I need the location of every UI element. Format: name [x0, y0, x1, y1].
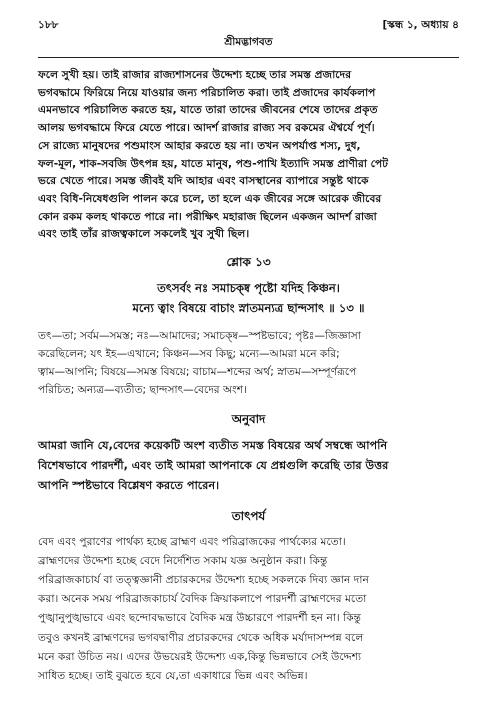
translation-line: আপনি স্পষ্টভাবে বিশ্লেষণ করতে পারেন। [38, 479, 220, 493]
synonym-line: পরিচিত; অন্যত্র—ব্যতীত; ছান্দসাৎ—বেদের অংশ। [38, 384, 247, 397]
text-line: ভগবদ্ধামে ফিরিয়ে নিয়ে যাওয়ার জন্য পরিচালিত করা। তাই প্রজাদের কার্যকলাপ [38, 85, 376, 99]
translation-heading: অনুবাদ [231, 412, 266, 427]
book-title: শ্রীমদ্ভাগবত [224, 36, 273, 48]
intro-paragraph [38, 66, 459, 243]
text-line: এবং বিধি-নিষেধগুলি পালন করে চলে, তা হলে এক জীবের সঙ্গে আরেক জীবের [38, 191, 382, 205]
header-divider [38, 57, 459, 58]
purport-line: ব্রাহ্মণদের উদ্দেশ্য হচ্ছে বেদে নির্দেশিত সকাম যজ্ঞ অনুষ্ঠান করা। কিন্তু [38, 554, 328, 568]
purport-line: তবুও কখনই ব্রাহ্মণদের ভগবদ্বাণীর প্রচারকদের থেকে অধিক মর্যাদাসম্পন্ন বলে [38, 630, 364, 644]
purport-line: মনে করা উচিত নয়। এদের উভয়েরই উদ্দেশ্য এক,কিন্তু ভিন্নভাবে সেই উদ্দেশ্য [38, 649, 362, 663]
text-line: ভরে খেতে পারে। সমস্ত জীবই যদি আহার এবং বাসস্থানের ব্যাপারে সন্তুষ্ট থাকে [38, 174, 369, 188]
purport-line: সাধিত হচ্ছে। তাই বুঝতে হবে যে,তা একাধারে ভিন্ন এবং অভিন্ন। [38, 668, 308, 682]
synonym-line: তৎ—তা; সর্বম—সমস্ত; নঃ—আমাদের; সমাচক্ষ্ব—স্পষ্টভাবে; পৃষ্টঃ—জিজ্ঞাসা [38, 330, 361, 343]
verse-heading: শ্লোক ১৩ [226, 255, 271, 270]
purport-heading: তাৎপর্য [231, 509, 266, 524]
book-title-row [38, 35, 459, 52]
purport-line: পরিব্রাজকাচার্য বা তত্ত্বজ্ঞানী প্রচারকদের উদ্দেশ্য হচ্ছে সকলকে দিব্য জ্ঞান দান [38, 573, 369, 587]
purport-line: বেদ এবং পুরাণের পার্থক্য হচ্ছে ব্রাহ্মণ এবং পরিব্রাজকের পার্থক্যের মতো। [38, 535, 346, 549]
purport-line: পুঙ্খানুপুঙ্খভাবে এবং ছন্দোবদ্ধভাবে বৈদিক মন্ত্র উচ্চারণে পারদর্শী হন না। কিন্তু [38, 611, 362, 625]
text-line: সে রাজ্যে মানুষদের পশুমাংস আহার করতে হয় না। তখন অপর্যাপ্ত শস্য, দুধ, [38, 138, 361, 152]
text-line: কোন রকম কলহ থাকতে পারে না। পরীক্ষিৎ মহারাজ ছিলেন একজন আদর্শ রাজা [38, 209, 377, 223]
text-line: ফলে সুখী হয়। তাই রাজার রাজ্যশাসনের উদ্দেশ্য হচ্ছে তার সমস্ত প্রজাদের [38, 68, 352, 81]
text-line: ফল-মূল, শাক-সবজি উৎপন্ন হয়, যাতে মানুষ, পশু-পাখি ইত্যাদি সমস্ত প্রাণীরা পেট [38, 156, 389, 170]
verse-line: তৎসর্বং নঃ সমাচক্ষ্ব পৃষ্টো যদিহ কিঞ্চন। [157, 281, 340, 296]
translation-text [38, 436, 459, 496]
synonym-line: ত্বাম—আপনি; বিষয়ে—সমস্ত বিষয়ে; বাচাম—শব্দের অর্থ; স্নাতম—সম্পূর্ণরূপে [38, 366, 357, 379]
page-number: ১৮৮ [38, 19, 59, 31]
chapter-reference: [স্কন্ধ ১, অধ্যায় ৪ [382, 19, 459, 31]
sanskrit-verse [38, 278, 459, 318]
translation-line: বিশেষভাবে পারদর্শী, এবং তাই আমরা আপনাকে যে প্রশ্নগুলি করেছি তার উত্তর [38, 459, 389, 473]
word-synonyms [38, 327, 459, 399]
running-header [38, 18, 459, 35]
purport-line: করা। অনেক সময় পরিব্রাজকাচার্য বৈদিক ক্রিয়াকলাপে পারদর্শী ব্রাহ্মণদের মতো [38, 592, 367, 606]
text-line: এমনভাবে পরিচালিত করতে হয়, যাতে তারা তাদের জীবনের শেষে তাদের প্রকৃত [38, 103, 378, 117]
text-line: এবং তাই তাঁর রাজত্বকালে সকলেই খুব সুখী ছিল। [38, 227, 250, 241]
translation-line: আমরা জানি যে,বেদের কয়েকটি অংশ ব্যতীত সমস্ত বিষয়ের অর্থ সম্বন্ধে আপনি [38, 439, 388, 453]
verse-line: মন্যে ত্বাং বিষয়ে বাচাং স্নাতমন্যত্র ছান্দসাৎ ॥ ১৩ ॥ [132, 301, 365, 316]
text-line: আলয় ভগবদ্ধামে ফিরে যেতে পারে। আদর্শ রাজার রাজ্য সব রকমের ঐশ্বর্যে পূর্ণ। [38, 121, 375, 135]
purport-text [38, 532, 459, 685]
synonym-line: করেছিলেন; যৎ ইহ—এখানে; কিঞ্চন—সব কিছু; মন্যে—আমরা মনে করি; [38, 348, 340, 361]
